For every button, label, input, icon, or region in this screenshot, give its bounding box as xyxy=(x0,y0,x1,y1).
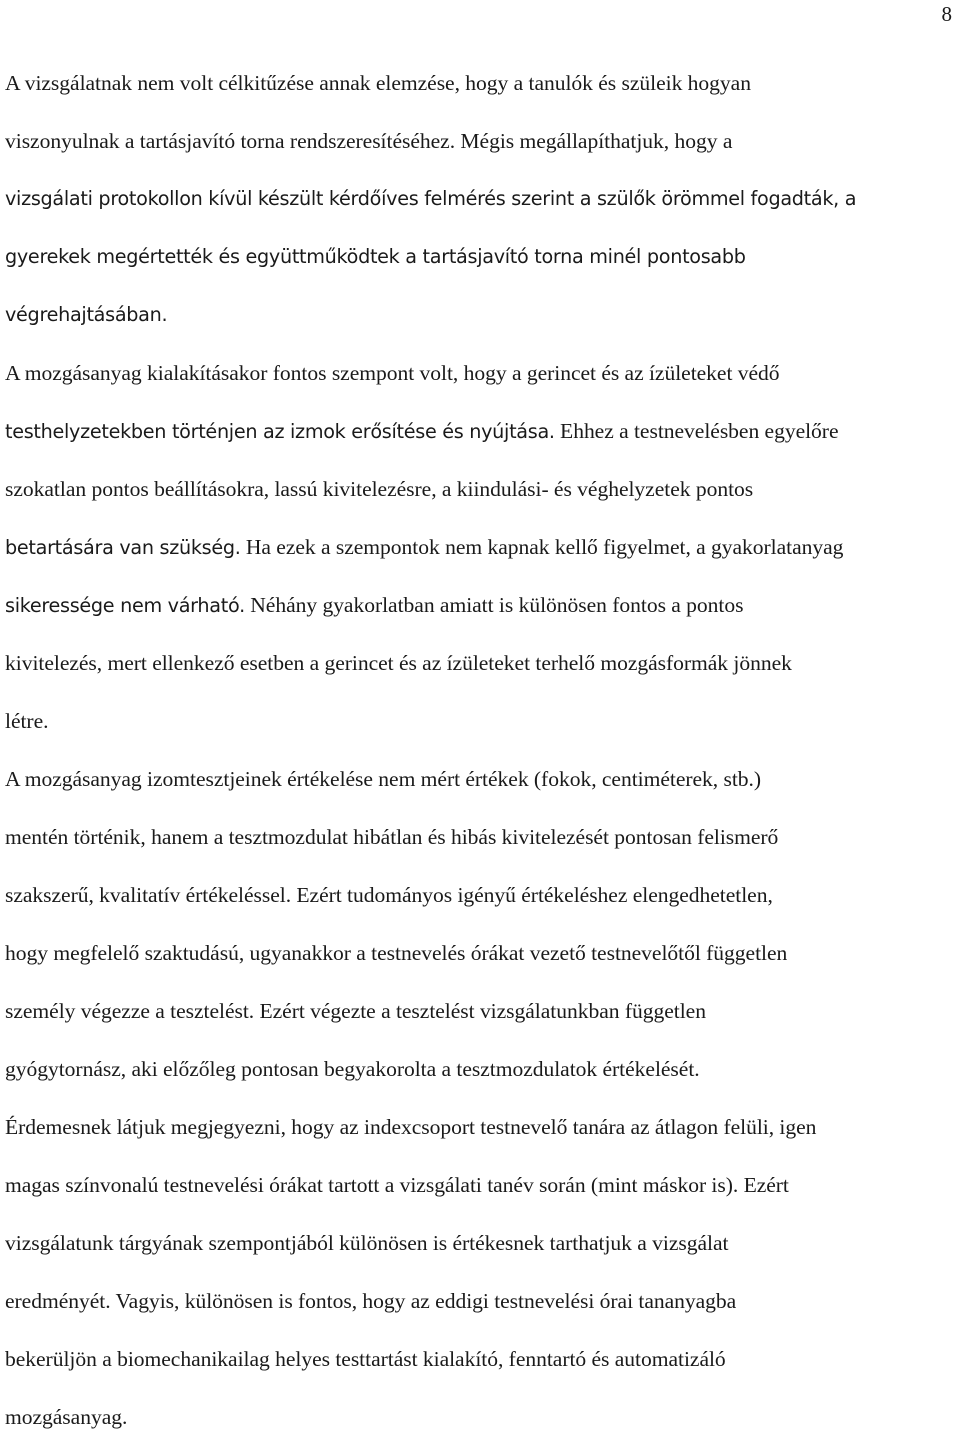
text-line: vizsgálatunk tárgyának szempontjából különösen is értékesnek tarthatjuk a vizsgálat xyxy=(5,1231,729,1255)
text-line: szakszerű, kvalitatív értékeléssel. Ezért tudományos igényű értékeléshez elengedhetetlen, xyxy=(5,883,773,907)
text-line: eredményét. Vagyis, különösen is fontos, hogy az eddigi testnevelési órai tananyagba xyxy=(5,1289,737,1313)
text-line: vizsgálati protokollon kívül készült kérdőíves felmérés szerint a szülők örömmel fogadták, a xyxy=(5,187,857,210)
text-line: mozgásanyag. xyxy=(5,1405,128,1429)
text-line: A mozgásanyag kialakításakor fontos szempont volt, hogy a gerincet és az ízületeket védő xyxy=(5,361,780,385)
text-line: sikeressége nem várható. Néhány gyakorlatban amiatt is különösen fontos a pontos xyxy=(5,593,744,617)
text-line: hogy megfelelő szaktudású, ugyanakkor a testnevelés órákat vezető testnevelőtől független xyxy=(5,941,788,965)
text-line: végrehajtásában. xyxy=(5,303,168,326)
text-line: A mozgásanyag izomtesztjeinek értékelése nem mért értékek (fokok, centiméterek, stb.) xyxy=(5,767,762,791)
text-line: magas színvonalú testnevelési órákat tartott a vizsgálati tanév során (mint máskor is). Ezért xyxy=(5,1173,789,1197)
text-line: mentén történik, hanem a tesztmozdulat hibátlan és hibás kivitelezését pontosan felismerő xyxy=(5,825,779,849)
text-line: kivitelezés, mert ellenkező esetben a gerincet és az ízületeket terhelő mozgásformák jönnek xyxy=(5,651,792,675)
text-line: betartására van szükség. Ha ezek a szempontok nem kapnak kellő figyelmet, a gyakorlatanyag xyxy=(5,535,844,559)
text-line: viszonyulnak a tartásjavító torna rendszeresítéséhez. Mégis megállapíthatjuk, hogy a xyxy=(5,129,733,153)
text-line: Érdemesnek látjuk megjegyezni, hogy az indexcsoport testnevelő tanára az átlagon felüli, igen xyxy=(5,1115,817,1139)
text-line: testhelyzetekben történjen az izmok erősítése és nyújtása. Ehhez a testnevelésben egyelőre xyxy=(5,419,839,443)
text-line: szokatlan pontos beállításokra, lassú kivitelezésre, a kiindulási- és véghelyzetek pontos xyxy=(5,477,754,501)
text-line: bekerüljön a biomechanikailag helyes testtartást kialakító, fenntartó és automatizáló xyxy=(5,1347,726,1371)
text-line: gyógytornász, aki előzőleg pontosan begyakorolta a tesztmozdulatok értékelését. xyxy=(5,1057,700,1081)
text-line: létre. xyxy=(5,709,49,733)
text-line: gyerekek megértették és együttműködtek a tartásjavító torna minél pontosabb xyxy=(5,245,746,268)
text-line: A vizsgálatnak nem volt célkitűzése annak elemzése, hogy a tanulók és szüleik hogyan xyxy=(5,71,751,95)
document-body xyxy=(5,54,960,1446)
text-line: személy végezze a tesztelést. Ezért végezte a tesztelést vizsgálatunkban független xyxy=(5,999,706,1023)
page-number: 8 xyxy=(941,2,952,26)
